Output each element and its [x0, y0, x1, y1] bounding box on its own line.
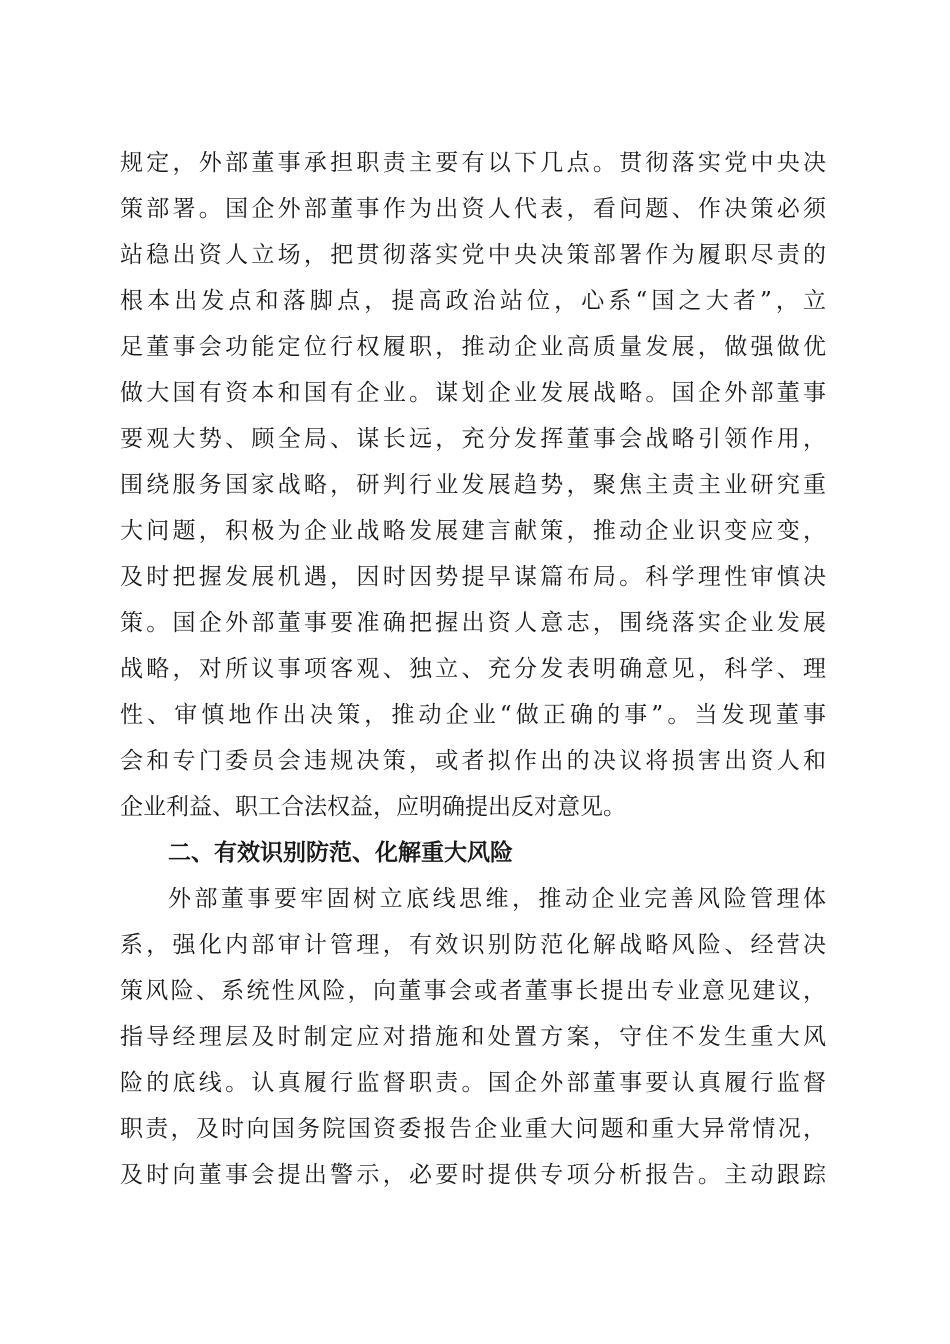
text-line: 性、审慎地作出决策，推动企业“做正确的事”。当发现董事	[120, 702, 826, 728]
text-line: 会和专门委员会违规决策，或者拟作出的决议将损害出资人和	[120, 748, 826, 774]
text-line: 大问题，积极为企业战略发展建言献策，推动企业识变应变，	[120, 518, 826, 544]
text-line: 做大国有资本和国有企业。谋划企业发展战略。国企外部董事	[120, 380, 826, 406]
text-line: 及时把握发展机遇，因时因势提早谋篇布局。科学理性审慎决	[120, 564, 826, 590]
text-line: 系，强化内部审计管理，有效识别防范化解战略风险、经营决	[120, 932, 826, 958]
text-line: 战略，对所议事项客观、独立、充分发表明确意见，科学、理	[120, 656, 826, 682]
text-line: 险的底线。认真履行监督职责。国企外部董事要认真履行监督	[120, 1070, 826, 1096]
text-line: 根本出发点和落脚点，提高政治站位，心系“国之大者”，立	[120, 288, 826, 314]
text-line: 企业利益、职工合法权益，应明确提出反对意见。	[120, 794, 626, 820]
text-line: 策风险、系统性风险，向董事会或者董事长提出专业意见建议，	[120, 978, 826, 1004]
section-heading: 二、有效识别防范、化解重大风险	[168, 840, 513, 866]
text-line: 及时向董事会提出警示，必要时提供专项分析报告。主动跟踪	[120, 1162, 826, 1188]
text-line: 规定，外部董事承担职责主要有以下几点。贯彻落实党中央决	[120, 150, 826, 176]
document-body	[120, 140, 826, 1198]
text-line: 要观大势、顾全局、谋长远，充分发挥董事会战略引领作用，	[120, 426, 826, 452]
text-line: 外部董事要牢固树立底线思维，推动企业完善风险管理体	[168, 886, 826, 912]
text-line: 职责，及时向国务院国资委报告企业重大问题和重大异常情况，	[120, 1116, 826, 1142]
paragraph-2	[120, 876, 826, 1198]
text-line: 指导经理层及时制定应对措施和处置方案，守住不发生重大风	[120, 1024, 826, 1050]
text-line: 策。国企外部董事要准确把握出资人意志，围绕落实企业发展	[120, 610, 826, 636]
paragraph-1	[120, 140, 826, 830]
text-line: 围绕服务国家战略，研判行业发展趋势，聚焦主责主业研究重	[120, 472, 826, 498]
text-line: 站稳出资人立场，把贯彻落实党中央决策部署作为履职尽责的	[120, 242, 826, 268]
text-line: 策部署。国企外部董事作为出资人代表，看问题、作决策必须	[120, 196, 826, 222]
text-line: 足董事会功能定位行权履职，推动企业高质量发展，做强做优	[120, 334, 826, 360]
